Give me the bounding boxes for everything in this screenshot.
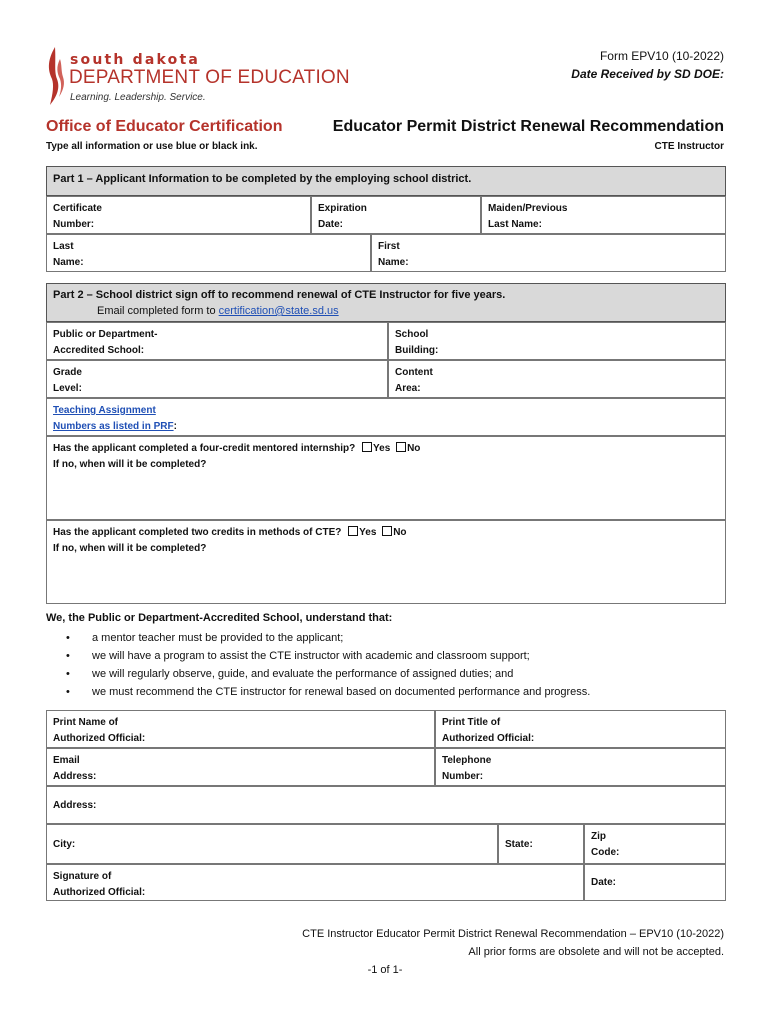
email-instruction-text: Email completed form to xyxy=(97,305,219,317)
address-field[interactable] xyxy=(46,786,726,824)
form-title: Educator Permit District Renewal Recommendation xyxy=(332,118,724,135)
zip-code-field[interactable] xyxy=(584,824,726,864)
email-address-field[interactable] xyxy=(46,748,435,786)
methods-yes-checkbox[interactable] xyxy=(348,526,358,536)
internship-followup: If no, when will it be completed? xyxy=(53,459,207,470)
content-area-field[interactable] xyxy=(388,360,726,398)
statement-bullet: • we must recommend the CTE instructor for renewal based on documented performance and progress. xyxy=(66,683,590,701)
expiration-date-label: Expiration Date: xyxy=(318,203,367,230)
certificate-number-field[interactable] xyxy=(46,196,311,234)
form-subtitle: CTE Instructor xyxy=(654,141,724,152)
school-building-field[interactable] xyxy=(388,322,726,360)
ink-instructions: Type all information or use blue or black ink. xyxy=(46,141,258,152)
city-label: City: xyxy=(53,839,76,850)
last-name-label: Last Name: xyxy=(53,241,84,268)
part2-heading-box xyxy=(46,283,726,322)
statement-list xyxy=(66,629,590,701)
page-number: -1 of 1- xyxy=(367,964,403,976)
date-label: Date: xyxy=(591,877,617,888)
print-title-label: Print Title of Authorized Official: xyxy=(442,717,535,744)
internship-no-label: No xyxy=(407,443,421,454)
certification-email-link[interactable]: certification@state.sd.us xyxy=(218,305,339,317)
teaching-assignment-colon: : xyxy=(173,421,177,432)
methods-question: Has the applicant completed two credits in methods of CTE? xyxy=(53,527,342,538)
methods-yes-label: Yes xyxy=(359,527,377,538)
sd-doe-flame-logo-icon xyxy=(44,45,66,107)
zip-code-label: Zip Code: xyxy=(591,831,620,858)
maiden-name-field[interactable] xyxy=(481,196,726,234)
last-name-field[interactable] xyxy=(46,234,371,272)
methods-no-checkbox[interactable] xyxy=(382,526,392,536)
logo-tagline: Learning. Leadership. Service. xyxy=(70,92,206,103)
date-field[interactable] xyxy=(584,864,726,901)
statement-bullet: • we will have a program to assist the CTE instructor with academic and classroom support; xyxy=(66,647,590,665)
methods-no-label: No xyxy=(393,527,407,538)
methods-question-box xyxy=(46,520,726,604)
part2-heading: Part 2 – School district sign off to recommend renewal of CTE Instructor for five years. xyxy=(53,289,506,301)
office-title: Office of Educator Certification xyxy=(46,118,283,135)
telephone-label: Telephone Number: xyxy=(442,755,492,782)
signature-label: Signature of Authorized Official: xyxy=(53,871,146,898)
expiration-date-field[interactable] xyxy=(311,196,481,234)
statement-bullet: • we will regularly observe, guide, and evaluate the performance of assigned duties; and xyxy=(66,665,590,683)
state-label: State: xyxy=(505,839,533,850)
footer-obsolete-notice: All prior forms are obsolete and will not be accepted. xyxy=(468,946,724,958)
first-name-field[interactable] xyxy=(371,234,726,272)
accredited-school-field[interactable] xyxy=(46,322,388,360)
accredited-school-label: Public or Department- Accredited School: xyxy=(53,329,158,356)
logo-department-of-education: DEPARTMENT OF EDUCATION xyxy=(69,67,350,88)
footer-form-name: CTE Instructor Educator Permit District Renewal Recommendation – EPV10 (10-2022) xyxy=(302,928,724,940)
internship-question: Has the applicant completed a four-credit mentored internship? xyxy=(53,443,356,454)
methods-followup: If no, when will it be completed? xyxy=(53,543,207,554)
statement-intro: We, the Public or Department-Accredited School, understand that: xyxy=(46,612,393,624)
email-instruction xyxy=(53,303,719,319)
print-title-field[interactable] xyxy=(435,710,726,748)
school-building-label: School Building: xyxy=(395,329,439,356)
address-label: Address: xyxy=(53,800,97,811)
certificate-number-label: Certificate Number: xyxy=(53,203,102,230)
first-name-label: First Name: xyxy=(378,241,409,268)
signature-field[interactable] xyxy=(46,864,584,901)
logo-south-dakota: south dakota xyxy=(70,52,201,68)
content-area-label: Content Area: xyxy=(395,367,433,394)
email-address-label: Email Address: xyxy=(53,755,97,782)
print-name-field[interactable] xyxy=(46,710,435,748)
part1-heading: Part 1 – Applicant Information to be completed by the employing school district. xyxy=(46,166,726,196)
teaching-assignment-link[interactable]: Teaching Assignment xyxy=(53,405,156,416)
city-field[interactable] xyxy=(46,824,498,864)
date-received-label: Date Received by SD DOE: xyxy=(571,67,724,81)
grade-level-label: Grade Level: xyxy=(53,367,82,394)
teaching-assignment-field[interactable] xyxy=(46,398,726,436)
internship-no-checkbox[interactable] xyxy=(396,442,406,452)
print-name-label: Print Name of Authorized Official: xyxy=(53,717,146,744)
form-id: Form EPV10 (10-2022) xyxy=(599,49,724,63)
internship-question-box xyxy=(46,436,726,520)
statement-bullet: • a mentor teacher must be provided to the applicant; xyxy=(66,629,590,647)
state-field[interactable] xyxy=(498,824,584,864)
maiden-name-label: Maiden/Previous Last Name: xyxy=(488,203,568,230)
prf-numbers-link[interactable]: Numbers as listed in PRF xyxy=(53,421,174,432)
telephone-field[interactable] xyxy=(435,748,726,786)
internship-yes-label: Yes xyxy=(373,443,391,454)
grade-level-field[interactable] xyxy=(46,360,388,398)
internship-yes-checkbox[interactable] xyxy=(362,442,372,452)
